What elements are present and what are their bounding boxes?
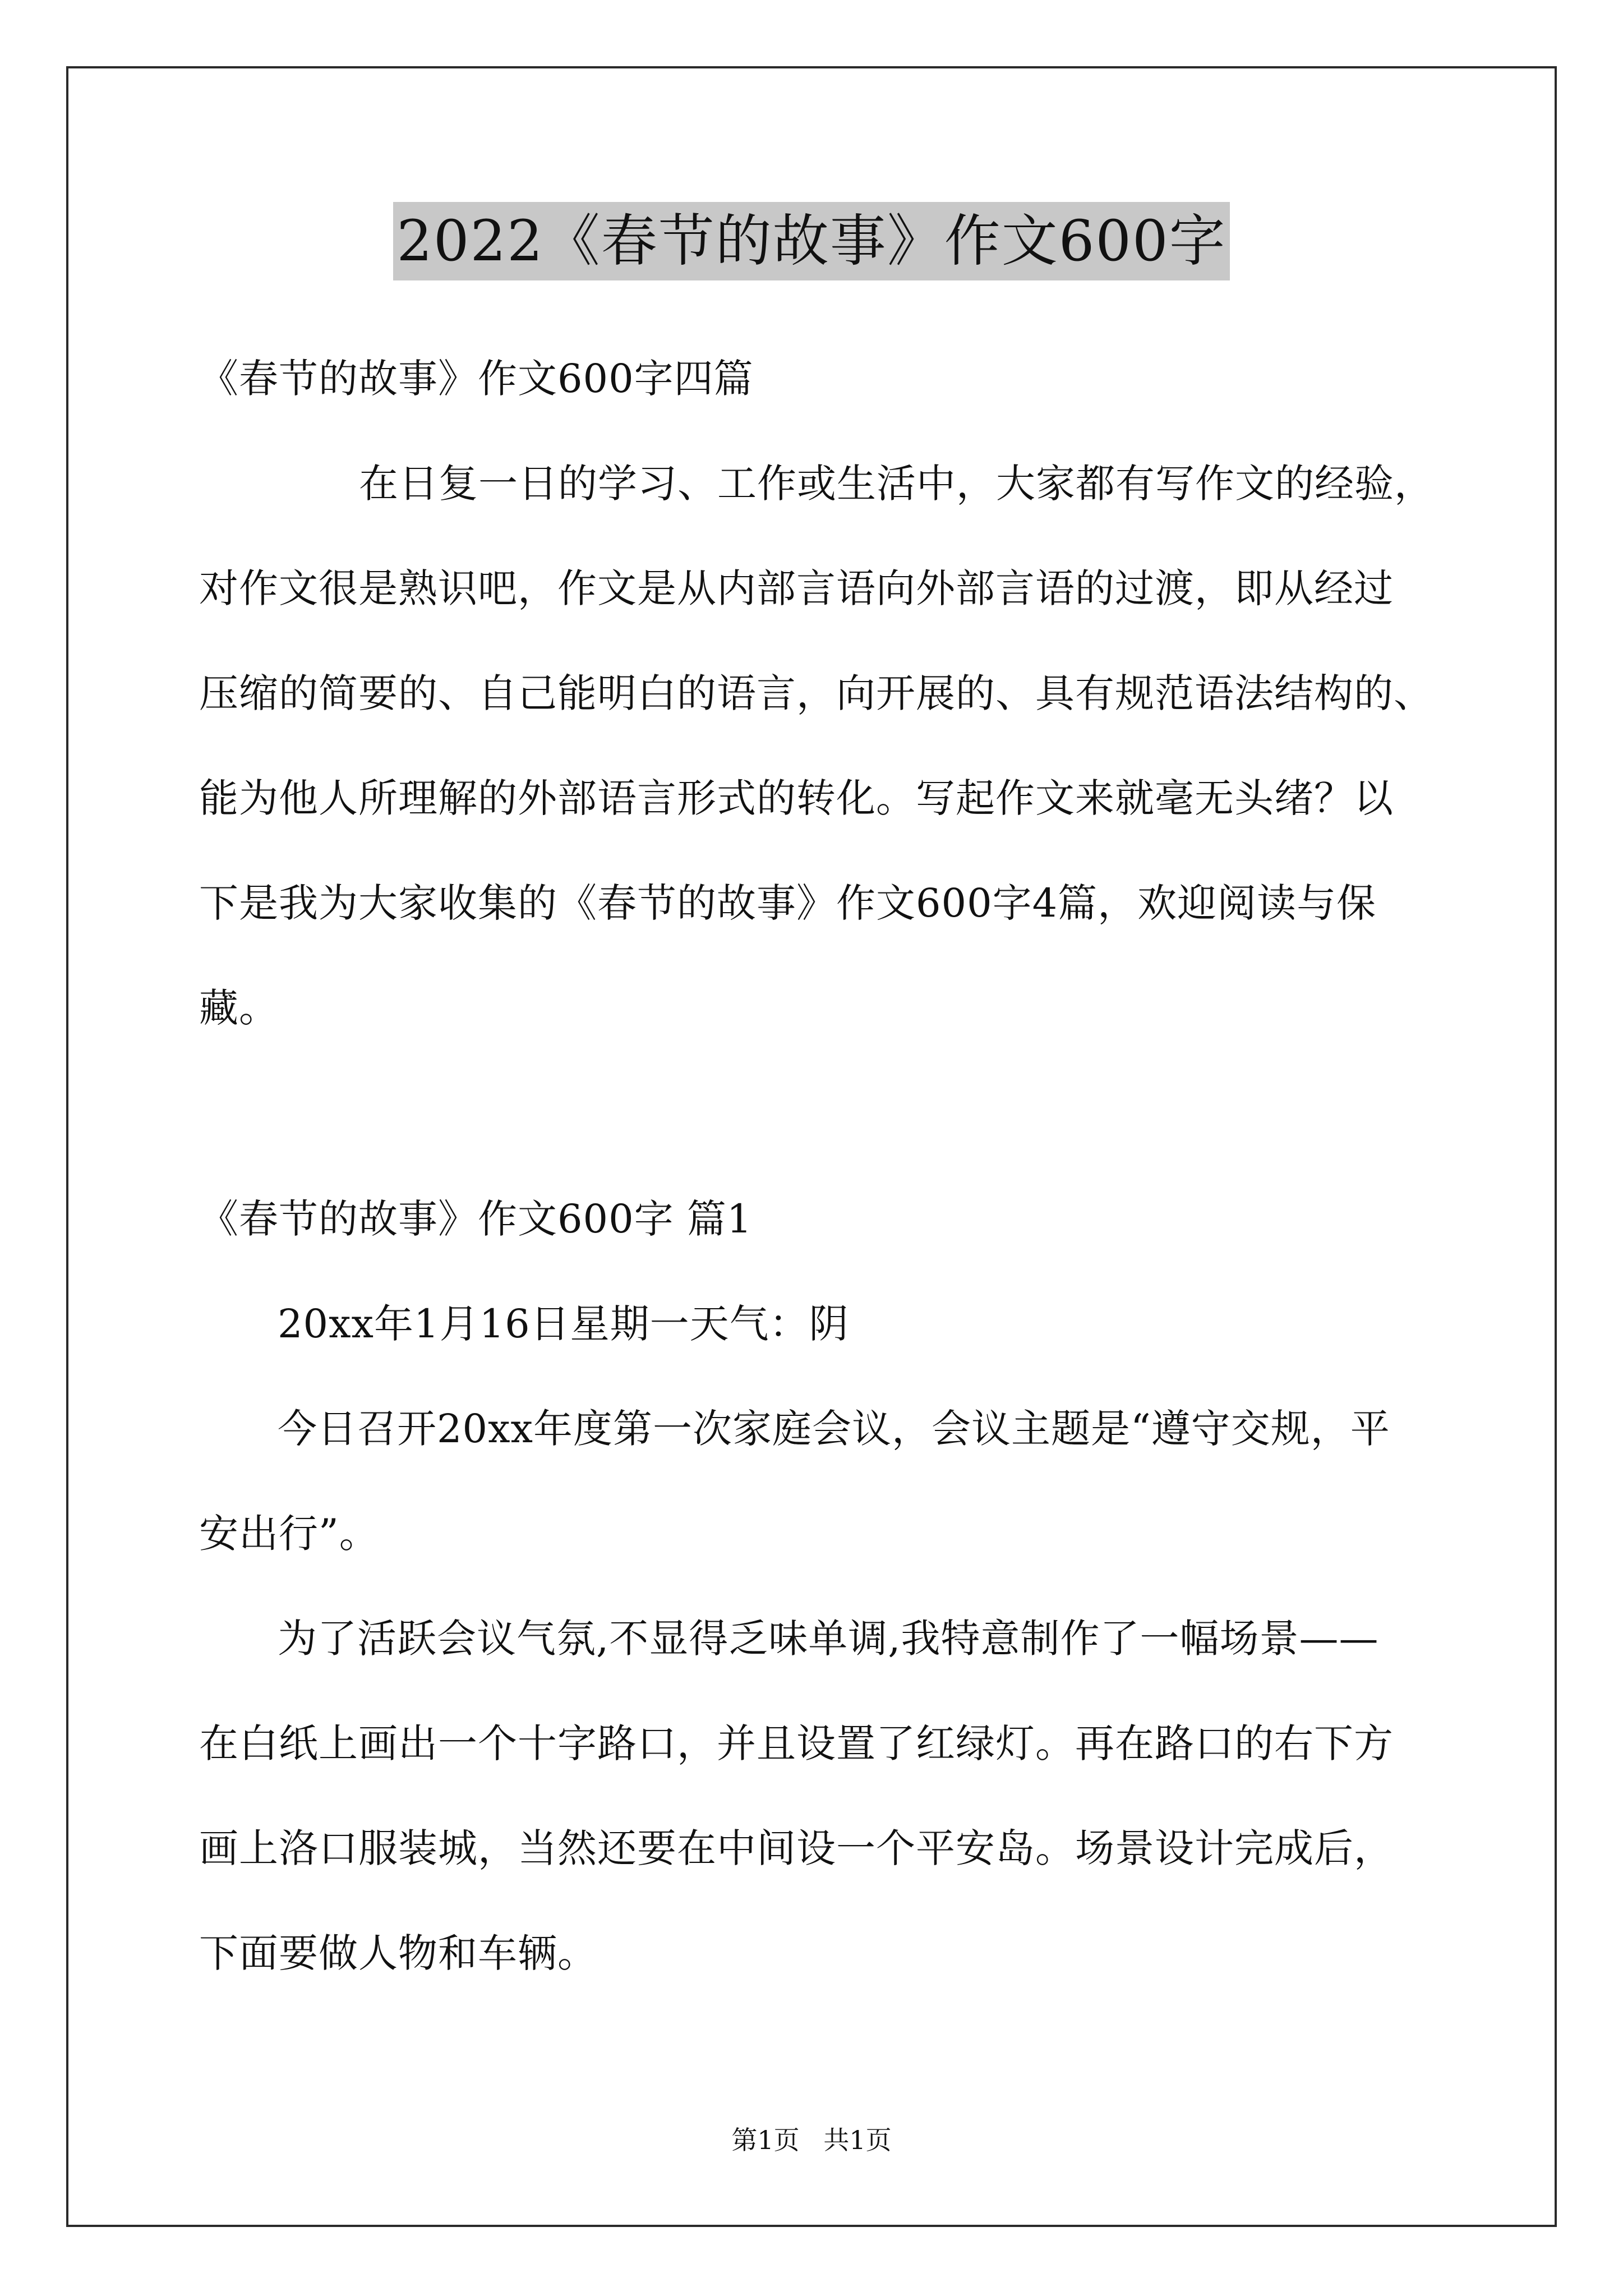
body-line: 下面要做人物和车辆。 xyxy=(199,1930,597,1976)
page-number: 第1页 xyxy=(731,2125,800,2155)
intro-line: 能为他人所理解的外部语言形式的转化。写起作文来就毫无头绪？以 xyxy=(199,775,1394,821)
body-line: 今日召开20xx年度第一次家庭会议，会议主题是“遵守交规，平 xyxy=(278,1406,1390,1452)
intro-line: 对作文很是熟识吧，作文是从内部言语向外部言语的过渡，即从经过 xyxy=(199,565,1394,611)
body-line: 画上洛口服装城，当然还要在中间设一个平安岛。场景设计完成后， xyxy=(199,1825,1394,1871)
intro-line: 压缩的简要的、自己能明白的语言，向开展的、具有规范语法结构的、 xyxy=(199,670,1433,716)
page-footer xyxy=(0,2123,1623,2157)
body-line: 安出行”。 xyxy=(199,1511,379,1557)
section-heading: 《春节的故事》作文600字 篇1 xyxy=(199,1196,753,1242)
diary-date: 20xx年1月16日星期一天气：阴 xyxy=(278,1301,849,1347)
body-line: 为了活跃会议气氛,不显得乏味单调,我特意制作了一幅场景—— xyxy=(278,1616,1379,1662)
body-line: 在白纸上画出一个十字路口，并且设置了红绿灯。再在路口的右下方 xyxy=(199,1720,1394,1766)
page-total: 共1页 xyxy=(823,2125,892,2155)
intro-line: 下是我为大家收集的《春节的故事》作文600字4篇，欢迎阅读与保 xyxy=(199,880,1377,926)
intro-line: 藏。 xyxy=(199,985,279,1031)
intro-line: 在日复一日的学习、工作或生活中，大家都有写作文的经验， xyxy=(359,461,1434,507)
document-title: 2022《春节的故事》作文600字 xyxy=(393,202,1229,280)
title-container xyxy=(0,202,1623,280)
document-subtitle: 《春节的故事》作文600字四篇 xyxy=(199,356,754,402)
